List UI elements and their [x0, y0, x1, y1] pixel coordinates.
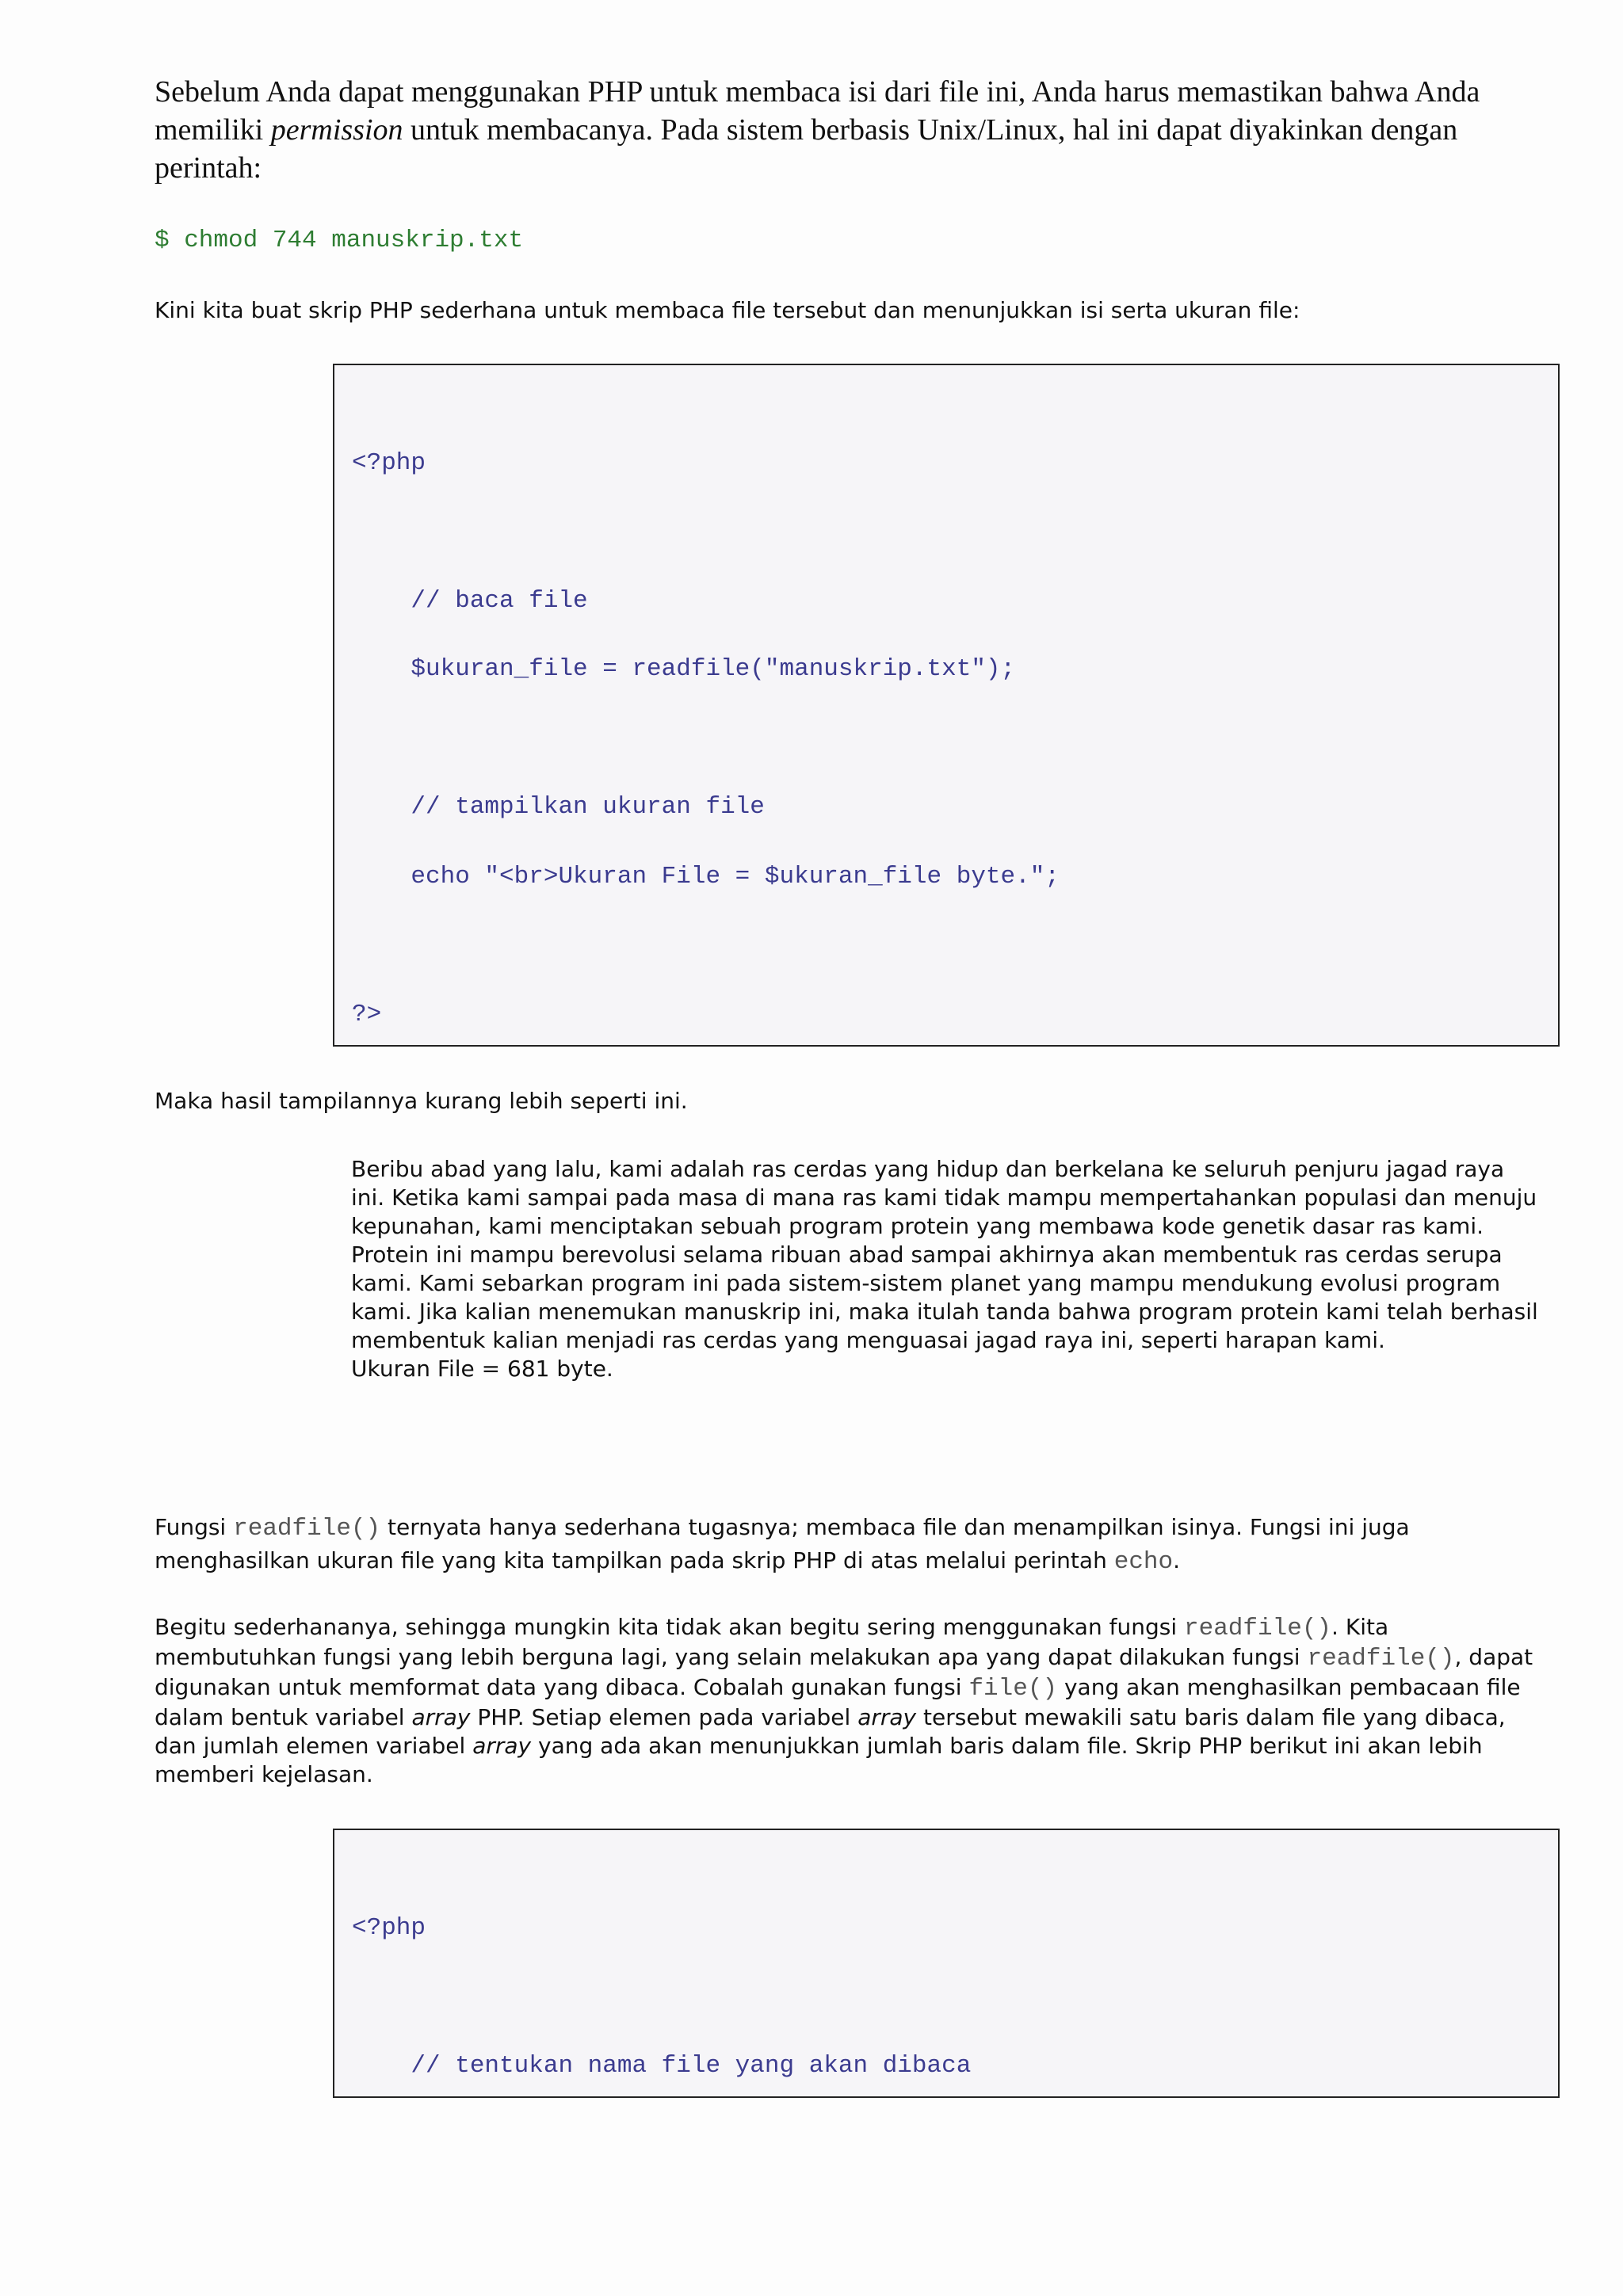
chmod-command: $ chmod 744 manuskrip.txt	[155, 227, 524, 254]
intro-italic-permission: permission	[270, 113, 403, 147]
text-span: .	[1173, 1547, 1181, 1573]
code-line: <?php	[352, 1914, 426, 1942]
result-intro-paragraph: Maka hasil tampilannya kurang lebih seperti ini.	[155, 1088, 688, 1114]
intro-text-2: untuk membacanya. Pada sistem berbasis Unix/Linux, hal ini dapat diyakinkan dengan perintah:	[155, 113, 1458, 185]
italic-array: array	[411, 1704, 471, 1730]
file-function-paragraph	[155, 1613, 1533, 1789]
inline-code-readfile: readfile()	[1307, 1645, 1455, 1672]
code-block-2	[333, 1829, 1560, 2098]
text-span: PHP. Setiap elemen pada variabel	[470, 1704, 858, 1730]
italic-array: array	[472, 1733, 532, 1759]
text-span: tersebut mewakili satu baris dalam file yang dibaca, dan jumlah elemen variabel	[155, 1704, 1506, 1759]
output-size-line: Ukuran File = 681 byte.	[351, 1356, 613, 1382]
text-span: , dapat digunakan untuk memformat data yang dibaca. Cobalah gunakan fungsi	[155, 1644, 1533, 1700]
script-output	[351, 1155, 1540, 1383]
text-span: Begitu sederhananya, sehingga mungkin kita tidak akan begitu sering menggunakan fungsi	[155, 1614, 1184, 1640]
code-line: echo "<br>Ukuran File = $ukuran_file byte.";	[352, 863, 1060, 891]
code-block-1	[333, 364, 1560, 1047]
code-line: // tentukan nama file yang akan dibaca	[352, 2052, 972, 2080]
text-span: yang ada akan menunjukkan jumlah baris dalam file. Skrip PHP berikut ini akan lebih memberi kejelasan.	[155, 1733, 1483, 1787]
script-intro-paragraph: Kini kita buat skrip PHP sederhana untuk membaca file tersebut dan menunjukkan isi serta ukuran file:	[155, 297, 1300, 323]
output-text: Beribu abad yang lalu, kami adalah ras cerdas yang hidup dan berkelana ke seluruh penjuru jagad raya ini. Ketika kami sampai pada masa di mana ras kami tidak mampu mempertahankan populasi dan menuju kepunahan, kami menciptakan sebuah program protein yang membawa kode genetik dasar ras kami. Protein ini mampu berevolusi selama ribuan abad sampai akhirnya akan membentuk ras cerdas serupa kami. Kami sebarkan program ini pada sistem-sistem planet yang mampu mendukung evolusi program kami. Jika kalian menemukan manuskrip ini, maka itulah tanda bahwa program protein kami telah berhasil membentuk kalian menjadi ras cerdas yang menguasai jagad raya ini, seperti harapan kami.	[351, 1156, 1538, 1353]
italic-array: array	[857, 1704, 917, 1730]
readfile-paragraph	[155, 1512, 1533, 1578]
code-line: <?php	[352, 449, 426, 477]
inline-code-echo: echo	[1113, 1548, 1174, 1576]
inline-code-readfile: readfile()	[233, 1515, 381, 1543]
intro-text-1: Sebelum Anda dapat menggunakan PHP untuk membaca isi dari file ini, Anda harus memastikan bahwa Anda memiliki	[155, 75, 1480, 147]
text-span: . Kita membutuhkan fungsi yang lebih berguna lagi, yang selain melakukan apa yang dapat dilakukan fungsi	[155, 1614, 1389, 1670]
text-span: yang akan menghasilkan pembacaan file dalam bentuk variabel	[155, 1674, 1521, 1730]
inline-code-readfile: readfile()	[1184, 1615, 1332, 1642]
code-line: $ukuran_file = readfile("manuskrip.txt");	[352, 655, 1016, 683]
text-span: ternyata hanya sederhana tugasnya; membaca file dan menampilkan isinya. Fungsi ini juga menghasilkan ukuran file yang kita tampilkan pada skrip PHP di atas melalui perintah	[155, 1514, 1410, 1573]
code-line: // baca file	[352, 587, 588, 615]
code-line: // tampilkan ukuran file	[352, 793, 765, 821]
inline-code-file: file()	[968, 1675, 1058, 1703]
code-line: ?>	[352, 1001, 382, 1028]
text-span: Fungsi	[155, 1514, 234, 1540]
intro-paragraph	[155, 73, 1533, 187]
